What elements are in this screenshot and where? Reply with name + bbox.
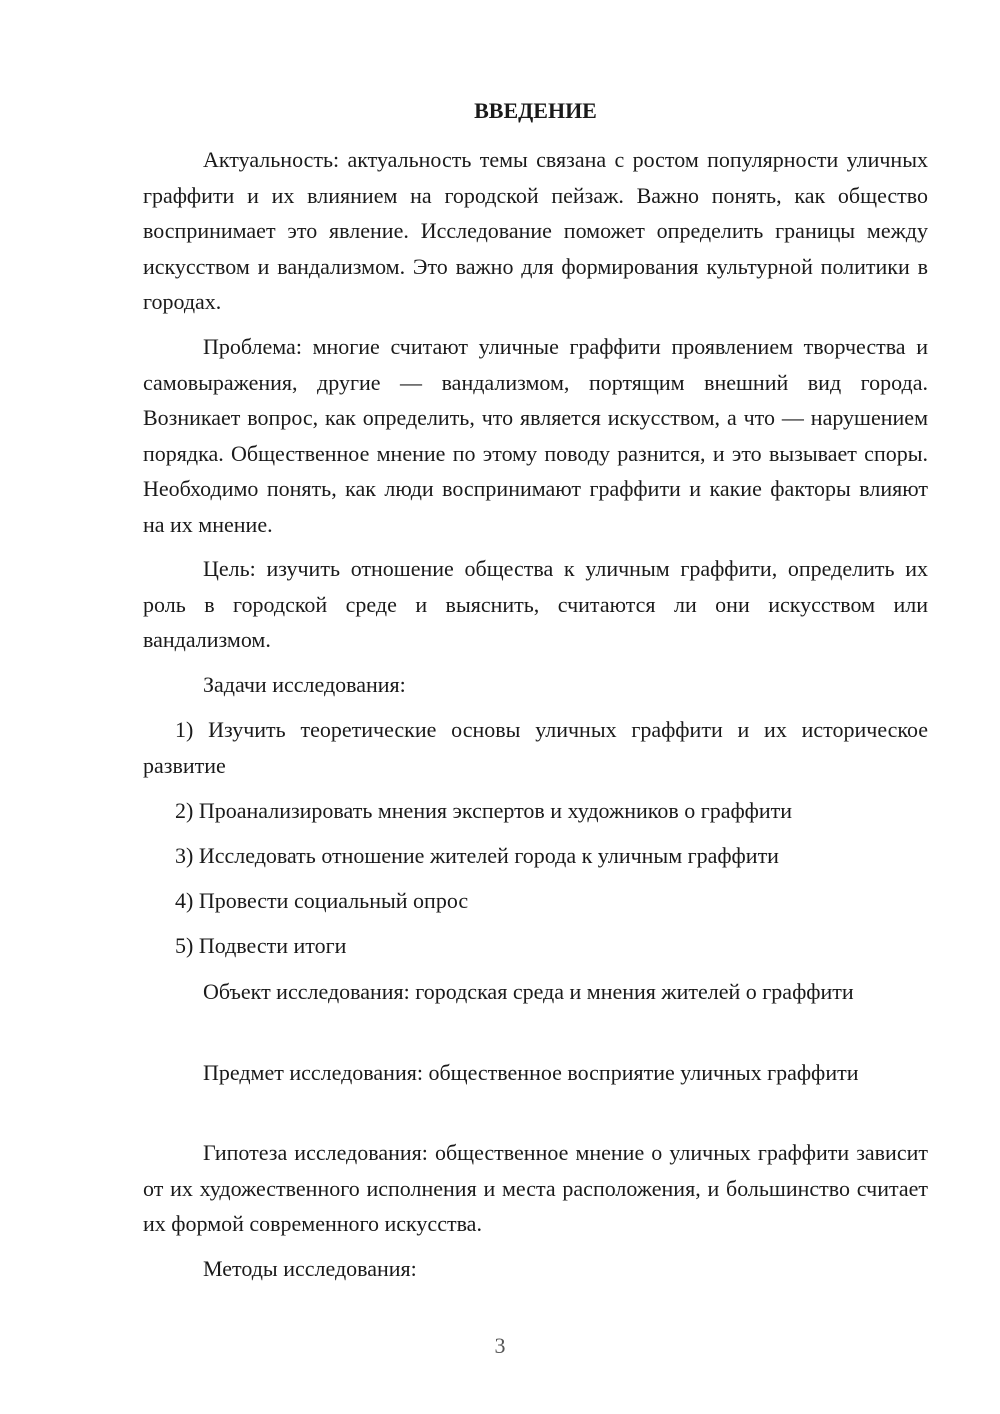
paragraph-goal: Цель: изучить отношение общества к уличным граффити, определить их роль в городской среде и выяснить, считаются ли они искусством или вандализмом. (143, 556, 928, 652)
task-item: 1) Изучить теоретические основы уличных граффити и их историческое развитие (143, 717, 928, 778)
paragraph-problem: Проблема: многие считают уличные граффити проявлением творчества и самовыражения, другие — вандализмом, портящим внешний вид города. Возникает вопрос, как определить, что является искусством, а что — нарушением порядка. Общественное мнение по этому поводу разнится, и это вызывает споры. Необходимо понять, как люди воспринимают граффити и какие факторы влияют на их мнение. (143, 334, 928, 537)
task-item: 3) Исследовать отношение жителей города к уличным граффити (175, 843, 779, 868)
paragraph-subject: Предмет исследования: общественное восприятие уличных граффити (203, 1060, 859, 1085)
paragraph-relevance: Актуальность: актуальность темы связана с ростом популярности уличных граффити и их влиянием на городской пейзаж. Важно понять, как общество воспринимает это явление. Исследование поможет определить границы между искусством и вандализмом. Это важно для формирования культурной политики в городах. (143, 147, 928, 314)
paragraph-hypothesis: Гипотеза исследования: общественное мнение о уличных граффити зависит от их художественного исполнения и места расположения, и большинство считает их формой современного искусства. (143, 1140, 928, 1236)
task-item: 2) Проанализировать мнения экспертов и художников о граффити (175, 798, 793, 823)
tasks-title: Задачи исследования: (203, 672, 406, 697)
methods-title: Методы исследования: (203, 1256, 417, 1281)
task-item: 5) Подвести итоги (175, 933, 347, 958)
page-title: ВВЕДЕНИЕ (474, 98, 597, 123)
task-item: 4) Провести социальный опрос (175, 888, 469, 913)
page-number: 3 (494, 1333, 506, 1358)
paragraph-object: Объект исследования: городская среда и мнения жителей о граффити (203, 979, 854, 1004)
